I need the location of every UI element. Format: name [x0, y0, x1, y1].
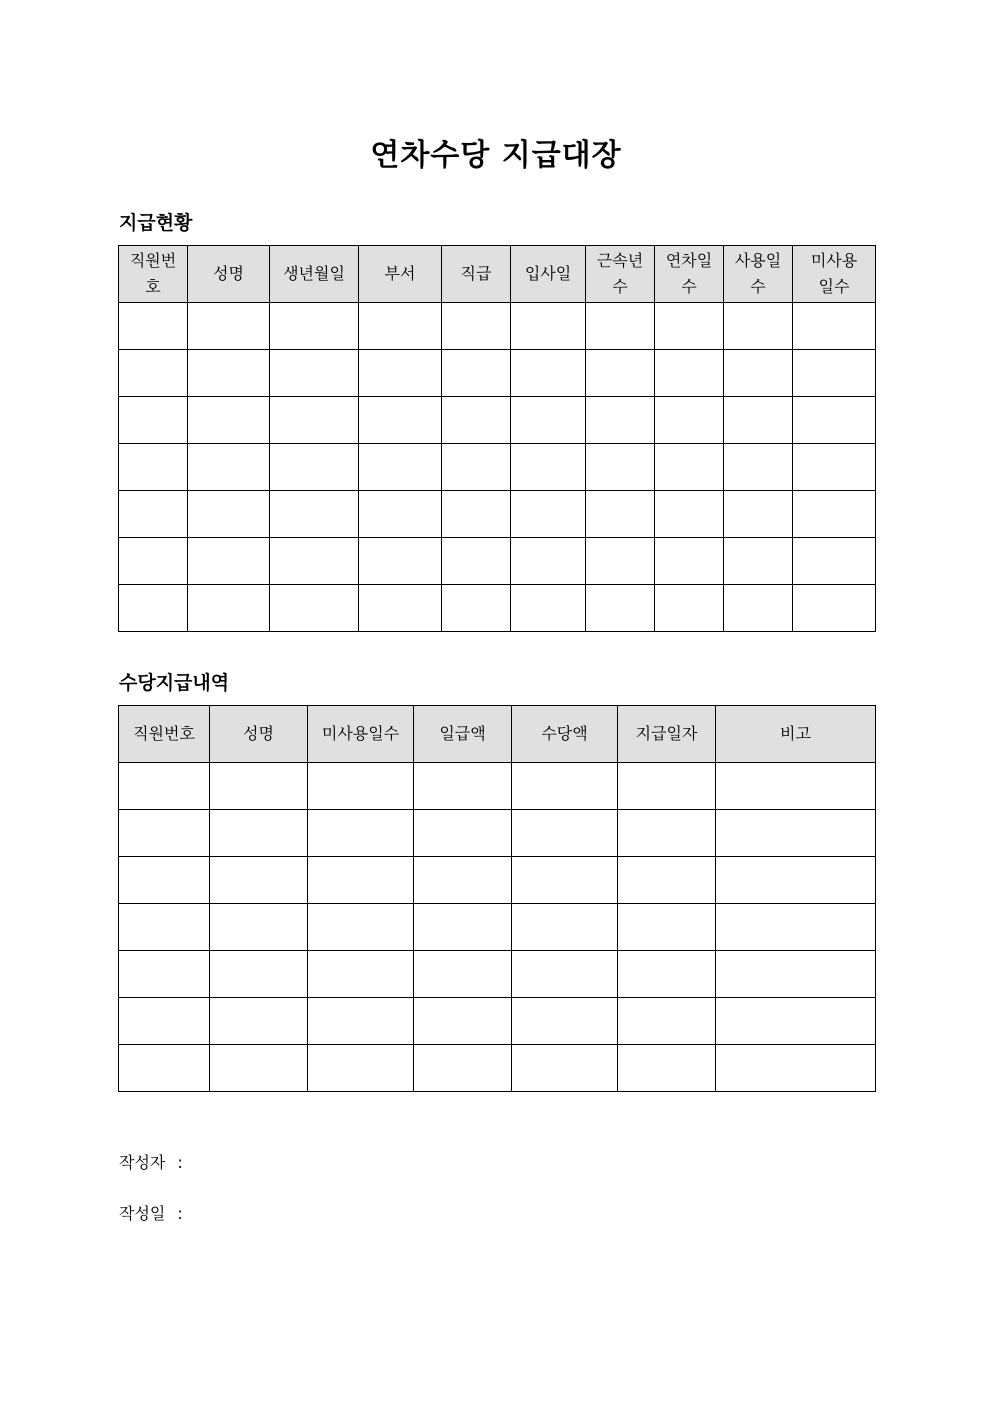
table-row — [119, 998, 876, 1045]
table-cell[interactable] — [512, 904, 618, 951]
allowance-payment-heading: 수당지급내역 — [119, 672, 230, 694]
table-cell[interactable] — [618, 810, 716, 857]
col-position: 직급 — [442, 246, 511, 303]
table-cell[interactable] — [359, 444, 442, 491]
table-cell[interactable] — [655, 350, 724, 397]
table-cell[interactable] — [511, 538, 586, 585]
payment-status-heading: 지급현황 — [119, 212, 193, 234]
table-cell[interactable] — [724, 538, 793, 585]
table-cell[interactable] — [119, 1045, 210, 1092]
table-cell[interactable] — [188, 397, 270, 444]
table-cell[interactable] — [119, 904, 210, 951]
col-name: 성명 — [210, 706, 308, 763]
col-name: 성명 — [188, 246, 270, 303]
table-cell[interactable] — [414, 857, 512, 904]
table-cell[interactable] — [442, 585, 511, 632]
table-cell[interactable] — [210, 1045, 308, 1092]
table-cell[interactable] — [270, 444, 359, 491]
col-birthdate: 생년월일 — [270, 246, 359, 303]
table-cell[interactable] — [119, 998, 210, 1045]
table-cell[interactable] — [511, 585, 586, 632]
table-cell[interactable] — [210, 763, 308, 810]
table-cell[interactable] — [359, 397, 442, 444]
table-cell[interactable] — [414, 951, 512, 998]
table-cell[interactable] — [716, 998, 876, 1045]
table-cell[interactable] — [586, 538, 655, 585]
table-row — [119, 904, 876, 951]
header-row — [119, 246, 876, 303]
table-cell[interactable] — [270, 397, 359, 444]
col-used-days: 사용일수 — [724, 246, 793, 303]
table-cell[interactable] — [586, 397, 655, 444]
table-cell[interactable] — [119, 397, 188, 444]
col-daily-wage: 일급액 — [414, 706, 512, 763]
col-hire-date: 입사일 — [511, 246, 586, 303]
table-cell[interactable] — [442, 538, 511, 585]
table-cell[interactable] — [793, 350, 876, 397]
table-cell[interactable] — [618, 904, 716, 951]
col-annual-leave-days: 연차일수 — [655, 246, 724, 303]
table-cell[interactable] — [188, 491, 270, 538]
col-employee-id: 직원번호 — [119, 706, 210, 763]
table-cell[interactable] — [618, 998, 716, 1045]
table-cell[interactable] — [793, 444, 876, 491]
table-cell[interactable] — [793, 538, 876, 585]
table-cell[interactable] — [414, 1045, 512, 1092]
table-cell[interactable] — [655, 444, 724, 491]
table-row — [119, 350, 876, 397]
table-cell[interactable] — [511, 350, 586, 397]
table-cell[interactable] — [511, 397, 586, 444]
table-cell[interactable] — [119, 857, 210, 904]
table-cell[interactable] — [511, 491, 586, 538]
table-cell[interactable] — [793, 397, 876, 444]
table-row — [119, 397, 876, 444]
col-department: 부서 — [359, 246, 442, 303]
col-unused-days: 미사용일수 — [793, 246, 876, 303]
table-cell[interactable] — [655, 397, 724, 444]
table-cell[interactable] — [414, 904, 512, 951]
table-cell[interactable] — [270, 350, 359, 397]
table-cell[interactable] — [308, 951, 414, 998]
table-cell[interactable] — [119, 810, 210, 857]
table-cell[interactable] — [655, 585, 724, 632]
table-cell[interactable] — [793, 303, 876, 350]
date-label: 작성일 — [119, 1204, 166, 1223]
table-cell[interactable] — [359, 585, 442, 632]
table-cell[interactable] — [655, 303, 724, 350]
table-cell[interactable] — [308, 810, 414, 857]
table-cell[interactable] — [210, 904, 308, 951]
table-cell[interactable] — [618, 951, 716, 998]
table-cell[interactable] — [586, 444, 655, 491]
table-cell[interactable] — [724, 444, 793, 491]
col-years-of-service: 근속년수 — [586, 246, 655, 303]
author-line — [119, 1152, 183, 1174]
table-cell[interactable] — [308, 998, 414, 1045]
table-cell[interactable] — [511, 444, 586, 491]
table-cell[interactable] — [119, 350, 188, 397]
page-title: 연차수당 지급대장 — [370, 138, 622, 173]
table-cell[interactable] — [793, 491, 876, 538]
table-cell[interactable] — [270, 491, 359, 538]
author-label: 작성자 — [119, 1153, 166, 1172]
table-cell[interactable] — [793, 585, 876, 632]
table-cell[interactable] — [512, 998, 618, 1045]
table-row — [119, 810, 876, 857]
table-cell[interactable] — [119, 763, 210, 810]
table-cell[interactable] — [512, 810, 618, 857]
table-row — [119, 538, 876, 585]
table-cell[interactable] — [119, 444, 188, 491]
table-cell[interactable] — [724, 585, 793, 632]
table-cell[interactable] — [442, 491, 511, 538]
table-cell[interactable] — [188, 444, 270, 491]
table-row — [119, 857, 876, 904]
table-cell[interactable] — [270, 585, 359, 632]
col-remarks: 비고 — [716, 706, 876, 763]
col-payment-date: 지급일자 — [618, 706, 716, 763]
table-cell[interactable] — [308, 857, 414, 904]
table-row — [119, 1045, 876, 1092]
table-cell[interactable] — [724, 491, 793, 538]
table-cell[interactable] — [359, 491, 442, 538]
allowance-payment-table — [118, 705, 876, 1092]
table-cell[interactable] — [716, 810, 876, 857]
table-cell[interactable] — [716, 904, 876, 951]
table-cell[interactable] — [442, 303, 511, 350]
table-cell[interactable] — [512, 857, 618, 904]
table-cell[interactable] — [359, 350, 442, 397]
table-cell[interactable] — [210, 810, 308, 857]
table-cell[interactable] — [119, 303, 188, 350]
table-cell[interactable] — [188, 585, 270, 632]
table-cell[interactable] — [188, 538, 270, 585]
table-row — [119, 763, 876, 810]
table-cell[interactable] — [512, 1045, 618, 1092]
table-row — [119, 303, 876, 350]
table-cell[interactable] — [716, 951, 876, 998]
table-cell[interactable] — [618, 857, 716, 904]
table-cell[interactable] — [414, 998, 512, 1045]
table-cell[interactable] — [119, 491, 188, 538]
col-allowance-amount: 수당액 — [512, 706, 618, 763]
table-cell[interactable] — [414, 763, 512, 810]
date-line — [119, 1203, 183, 1225]
table-cell[interactable] — [716, 857, 876, 904]
table-cell[interactable] — [308, 1045, 414, 1092]
date-colon: : — [177, 1204, 183, 1223]
table-cell[interactable] — [119, 951, 210, 998]
table-cell[interactable] — [511, 303, 586, 350]
table-cell[interactable] — [308, 904, 414, 951]
table-cell[interactable] — [188, 350, 270, 397]
table-cell[interactable] — [655, 491, 724, 538]
table-cell[interactable] — [618, 1045, 716, 1092]
header-row — [119, 706, 876, 763]
col-employee-id: 직원번호 — [119, 246, 188, 303]
payment-status-table — [118, 245, 876, 632]
table-cell[interactable] — [359, 538, 442, 585]
table-cell[interactable] — [442, 397, 511, 444]
table-cell[interactable] — [308, 763, 414, 810]
table-cell[interactable] — [586, 585, 655, 632]
table-cell[interactable] — [414, 810, 512, 857]
table-cell[interactable] — [442, 444, 511, 491]
table-cell[interactable] — [586, 491, 655, 538]
author-colon: : — [177, 1153, 183, 1172]
table-cell[interactable] — [270, 303, 359, 350]
table-cell[interactable] — [210, 951, 308, 998]
table-cell[interactable] — [119, 585, 188, 632]
table-cell[interactable] — [359, 303, 442, 350]
table-row — [119, 491, 876, 538]
table-row — [119, 444, 876, 491]
table-cell[interactable] — [586, 303, 655, 350]
table-cell[interactable] — [270, 538, 359, 585]
table-cell[interactable] — [442, 350, 511, 397]
table-cell[interactable] — [210, 998, 308, 1045]
col-unused-days: 미사용일수 — [308, 706, 414, 763]
table-cell[interactable] — [119, 538, 188, 585]
table-cell[interactable] — [210, 857, 308, 904]
table-cell[interactable] — [512, 763, 618, 810]
table-cell[interactable] — [724, 397, 793, 444]
table-cell[interactable] — [716, 763, 876, 810]
table-cell[interactable] — [512, 951, 618, 998]
table-cell[interactable] — [586, 350, 655, 397]
table-cell[interactable] — [188, 303, 270, 350]
table-cell[interactable] — [618, 763, 716, 810]
table-cell[interactable] — [724, 303, 793, 350]
table-cell[interactable] — [655, 538, 724, 585]
table-cell[interactable] — [716, 1045, 876, 1092]
table-cell[interactable] — [724, 350, 793, 397]
table-row — [119, 585, 876, 632]
table-row — [119, 951, 876, 998]
